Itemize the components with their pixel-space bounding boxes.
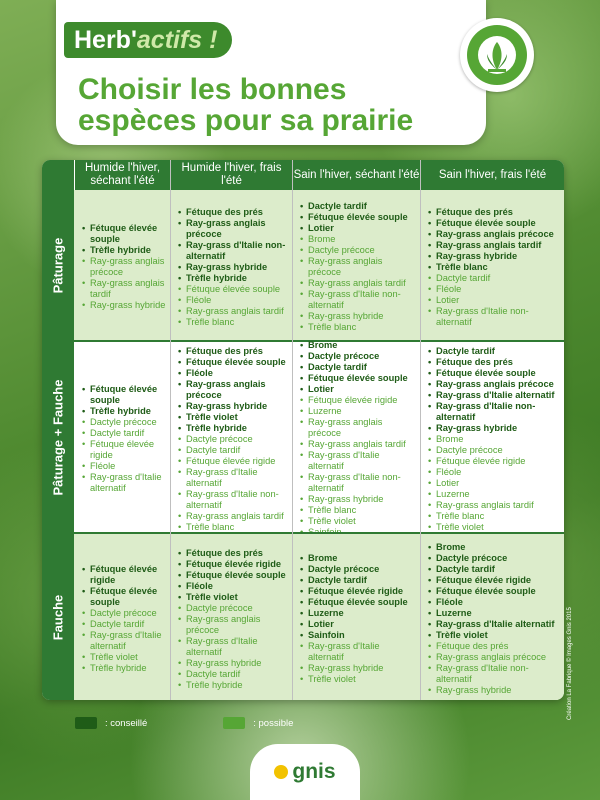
table-cell [170,534,292,700]
species-item: • Fléole [428,284,560,295]
species-item: • Ray-grass d'Italie non-alternatif [178,489,288,511]
species-item: • Ray-grass d'Italie alternatif [428,619,560,630]
table-row [42,534,564,700]
gnis-brand-text: gnis [292,760,336,783]
species-item: • Dactyle précoce [428,553,560,564]
species-item: • Fétuque des prés [178,207,288,218]
table-cell [170,190,292,340]
table-cell [420,190,564,340]
species-item: • Trèfle blanc [428,262,560,273]
species-item: • Luzerne [428,608,560,619]
legend-label-recommended: : conseillé [105,717,148,729]
species-item: • Ray-grass d'Italie non-alternatif [428,401,560,423]
species-item: • Fétuque élevée souple [178,357,288,368]
species-item: • Ray-grass d'Italie alternatif [300,641,416,663]
brand-badge [64,22,232,58]
header-panel [56,0,486,145]
header-corner [42,160,74,190]
species-item: • Fétuque élevée rigide [300,586,416,597]
species-item: • Trèfle blanc [178,522,288,533]
gnis-logo [250,744,360,800]
species-item: • Dactyle précoce [300,564,416,575]
species-item: • Ray-grass d'Italie alternatif [82,630,166,652]
legend-label-possible: : possible [253,717,294,729]
species-item: • Dactyle tardif [300,575,416,586]
species-item: • Ray-grass anglais tardif [428,240,560,251]
species-item: • Lotier [300,223,416,234]
species-item: • Fléole [178,581,288,592]
species-item: • Brome [428,434,560,445]
species-item: • Trèfle hybride [178,273,288,284]
species-item: • Ray-grass anglais précoce [428,229,560,240]
species-item: • Ray-grass d'Italie non-alternatif [428,306,560,328]
species-item: • Ray-grass d'Italie non-alternatif [178,240,288,262]
species-item: • Dactyle précoce [178,434,288,445]
species-item: • Dactyle tardif [300,362,416,373]
species-item: • Trèfle violet [82,652,166,663]
species-item: • Trèfle violet [300,674,416,685]
species-item: • Trèfle violet [178,592,288,603]
species-item: • Fétuque élevée souple [82,223,166,245]
table-cell [420,342,564,532]
table-cell [292,190,420,340]
column-divider [292,160,293,700]
species-item: • Dactyle précoce [82,608,166,619]
species-item: • Trèfle hybride [178,680,288,691]
species-item: • Fétuque élevée souple [82,586,166,608]
species-item: • Trèfle hybride [82,406,166,417]
species-item: • Fléole [178,295,288,306]
gnis-logo-icon [274,765,288,779]
species-item: • Trèfle violet [178,412,288,423]
species-item: • Fétuque élevée rigide [82,564,166,586]
species-item: • Fétuque élevée souple [178,284,288,295]
species-item: • Fléole [428,467,560,478]
table-row [42,190,564,340]
species-item: • Brome [300,234,416,245]
row-label: Fauche [50,594,66,640]
species-item: • Ray-grass anglais tardif [82,278,166,300]
table-header [42,160,564,190]
species-item: • Trèfle violet [428,522,560,533]
species-item: • Dactyle tardif [82,428,166,439]
species-item: • Dactyle tardif [428,273,560,284]
species-item: • Trèfle violet [428,630,560,641]
species-item: • Fétuque élevée souple [300,373,416,384]
table-cell [292,342,420,532]
row-header [42,534,74,700]
table-cell [170,342,292,532]
table-cell [292,534,420,700]
species-item: • Fétuque élevée souple [428,218,560,229]
image-credit: Création La Fabrique © Images Gnis 2015 [567,607,573,720]
legend-swatch-recommended [75,717,97,729]
species-item: • Fétuque des prés [428,357,560,368]
species-item: • Ray-grass anglais tardif [178,511,288,522]
table-cell [74,190,170,340]
species-item: • Ray-grass d'Italie non-alternatif [428,663,560,685]
species-item: • Ray-grass hybride [300,663,416,674]
species-item: • Fétuque élevée souple [300,597,416,608]
species-item: • Luzerne [428,489,560,500]
legend-swatch-possible [223,717,245,729]
column-header: Humide l'hiver, frais l'été [170,160,292,190]
species-item: • Ray-grass anglais précoce [300,417,416,439]
species-item: • Ray-grass hybride [300,494,416,505]
species-item: • Ray-grass anglais précoce [178,614,288,636]
species-item: • Fétuque élevée souple [428,586,560,597]
species-item: • Dactyle tardif [82,619,166,630]
species-item: • Fétuque élevée rigide [428,575,560,586]
species-item: • Ray-grass anglais précoce [428,652,560,663]
species-item: • Trèfle hybride [178,423,288,434]
species-item: • Ray-grass anglais précoce [428,379,560,390]
row-label: Pâturage [50,237,66,293]
species-item: • Dactyle précoce [300,351,416,362]
row-header [42,342,74,532]
column-header: Sain l'hiver, frais l'été [420,160,564,190]
species-item: • Fétuque élevée rigide [300,395,416,406]
species-item: • Dactyle tardif [428,564,560,575]
page-title: Choisir les bonnes espèces pour sa prairie [78,73,414,137]
species-item: • Dactyle précoce [178,603,288,614]
row-label: Pâturage + Fauche [50,379,66,495]
brand-name-part1: Herb' [74,26,137,54]
species-item: • Ray-grass anglais tardif [300,278,416,289]
species-item: • Dactyle précoce [428,445,560,456]
species-item: • Ray-grass anglais précoce [178,379,288,401]
species-item: • Fétuque élevée rigide [178,456,288,467]
species-item: • Ray-grass hybride [178,658,288,669]
species-item: • Fléole [82,461,166,472]
species-item: • Brome [428,542,560,553]
species-item: • Trèfle blanc [178,317,288,328]
species-item: • Luzerne [300,406,416,417]
table-cell [74,342,170,532]
species-item: • Fétuque des prés [428,207,560,218]
species-item: • Trèfle hybride [82,245,166,256]
species-item: • Ray-grass d'Italie non-alternatif [300,472,416,494]
species-item: • Fétuque élevée souple [300,212,416,223]
species-item: • Ray-grass hybride [428,423,560,434]
species-item: • Fétuque élevée souple [178,570,288,581]
species-item: • Ray-grass anglais précoce [82,256,166,278]
species-item: • Ray-grass d'Italie alternatif [428,390,560,401]
species-item: • Ray-grass d'Italie alternatif [178,467,288,489]
column-header: Sain l'hiver, séchant l'été [292,160,420,190]
species-item: • Ray-grass anglais tardif [428,500,560,511]
species-item: • Trèfle blanc [300,322,416,333]
species-item: • Fétuque élevée rigide [82,439,166,461]
species-item: • Dactyle précoce [82,417,166,428]
species-item: • Ray-grass hybride [178,401,288,412]
species-item: • Trèfle blanc [428,511,560,522]
species-item: • Brome [300,340,416,351]
table-cell [420,534,564,700]
species-item: • Dactyle tardif [178,445,288,456]
column-header: Humide l'hiver, séchant l'été [74,160,170,190]
species-item: • Luzerne [300,608,416,619]
species-item: • Trèfle blanc [300,505,416,516]
species-item: • Dactyle précoce [300,245,416,256]
species-item: • Ray-grass d'Italie alternatif [300,450,416,472]
species-item: • Brome [300,553,416,564]
species-item: • Fétuque des prés [428,641,560,652]
species-item: • Trèfle violet [300,516,416,527]
table-row [42,342,564,532]
row-header [42,190,74,340]
species-item: • Ray-grass hybride [300,311,416,322]
species-item: • Lotier [428,478,560,489]
table-cell [74,534,170,700]
column-divider [170,160,171,700]
species-item: • Dactyle tardif [178,669,288,680]
species-item: • Fétuque élevée souple [428,368,560,379]
species-item: • Ray-grass anglais précoce [300,256,416,278]
species-item: • Ray-grass hybride [428,251,560,262]
species-item: • Lotier [300,384,416,395]
species-item: • Ray-grass hybride [428,685,560,696]
brand-name-part2: actifs ! [136,26,218,54]
species-item: • Ray-grass anglais tardif [178,306,288,317]
species-item: • Sainfoin [300,630,416,641]
leaf-emblem-icon [460,18,534,92]
species-item: • Ray-grass d'Italie alternatif [82,472,166,494]
species-item: • Dactyle tardif [300,201,416,212]
species-item: • Ray-grass d'Italie alternatif [178,636,288,658]
species-item: • Fléole [428,597,560,608]
species-item: • Trèfle hybride [82,663,166,674]
species-item: • Fléole [178,368,288,379]
species-item: • Ray-grass anglais précoce [178,218,288,240]
species-item: • Fétuque des prés [178,548,288,559]
species-item: • Ray-grass anglais tardif [300,439,416,450]
species-item: • Ray-grass hybride [82,300,166,311]
species-item: • Ray-grass hybride [178,262,288,273]
species-item: • Fétuque élevée souple [82,384,166,406]
species-item: • Lotier [428,295,560,306]
species-item: • Lotier [300,619,416,630]
species-item: • Dactyle tardif [428,346,560,357]
species-item: • Fétuque élevée rigide [428,456,560,467]
species-item: • Ray-grass d'Italie non-alternatif [300,289,416,311]
species-item: • Fétuque des prés [178,346,288,357]
species-table [42,160,564,700]
column-divider [420,160,421,700]
legend [75,715,293,731]
species-item: • Fétuque élevée rigide [178,559,288,570]
